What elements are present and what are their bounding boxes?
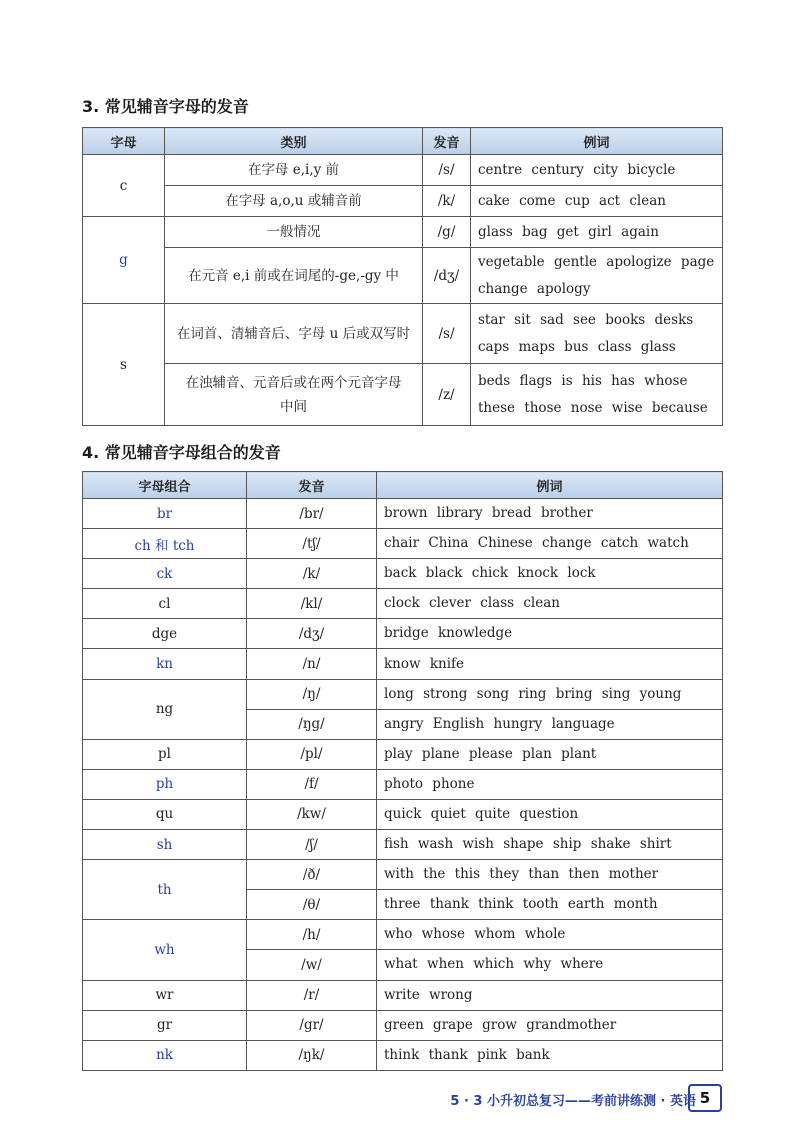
table-row	[83, 529, 723, 559]
examples-cell: vegetable gentle apologize page change apology	[471, 248, 723, 304]
sound-cell: /ʃ/	[247, 830, 377, 860]
examples-cell: write wrong	[377, 980, 723, 1010]
table-row	[83, 619, 723, 649]
examples-cell: what when which why where	[377, 950, 723, 980]
table-row	[83, 679, 723, 709]
combination-cell: ch 和 tch	[83, 529, 247, 559]
sound-cell: /tʃ/	[247, 529, 377, 559]
sound-cell: /pl/	[247, 739, 377, 769]
combination-cell: dge	[83, 619, 247, 649]
sound-cell: /f/	[247, 769, 377, 799]
examples-cell: star sit sad see books desks caps maps bus class glass	[471, 304, 723, 364]
table-row	[83, 739, 723, 769]
header-combination: 字母组合	[83, 472, 247, 499]
examples-cell: angry English hungry language	[377, 709, 723, 739]
consonant-combinations-table	[82, 471, 723, 1071]
combination-cell: wh	[83, 920, 247, 980]
sound-cell: /ŋg/	[247, 709, 377, 739]
table-row	[83, 217, 723, 248]
header-examples: 例词	[471, 128, 723, 155]
section-3-title: 3. 常见辅音字母的发音	[82, 97, 249, 116]
combination-cell: kn	[83, 649, 247, 679]
sound-cell: /k/	[247, 559, 377, 589]
table-row	[83, 499, 723, 529]
examples-cell: with the this they than then mother	[377, 860, 723, 890]
combination-cell: cl	[83, 589, 247, 619]
header-sound: 发音	[247, 472, 377, 499]
table-row	[83, 155, 723, 186]
sound-cell: /dʒ/	[423, 248, 471, 304]
table-header-row	[83, 472, 723, 499]
table-row	[83, 589, 723, 619]
header-letter: 字母	[83, 128, 165, 155]
examples-cell: centre century city bicycle	[471, 155, 723, 186]
table-row	[83, 248, 723, 304]
combination-cell: gr	[83, 1010, 247, 1040]
table-row	[83, 980, 723, 1010]
sound-cell: /ŋk/	[247, 1040, 377, 1070]
combination-cell: sh	[83, 830, 247, 860]
category-cell: 在浊辅音、元音后或在两个元音字母中间	[165, 364, 423, 426]
combination-cell: qu	[83, 799, 247, 829]
letter-cell: g	[83, 217, 165, 304]
examples-cell: fish wash wish shape ship shake shirt	[377, 830, 723, 860]
sound-cell: /br/	[247, 499, 377, 529]
examples-cell: who whose whom whole	[377, 920, 723, 950]
category-cell: 一般情况	[165, 217, 423, 248]
examples-cell: three thank think tooth earth month	[377, 890, 723, 920]
header-category: 类别	[165, 128, 423, 155]
category-cell: 在字母 e,i,y 前	[165, 155, 423, 186]
page-number: 5	[688, 1084, 722, 1112]
sound-cell: /ð/	[247, 860, 377, 890]
table-row	[83, 920, 723, 950]
header-examples: 例词	[377, 472, 723, 499]
table-row	[83, 364, 723, 426]
table-row	[83, 830, 723, 860]
combinations-body	[83, 499, 723, 1071]
sound-cell: /s/	[423, 304, 471, 364]
table-row	[83, 559, 723, 589]
combination-cell: br	[83, 499, 247, 529]
examples-cell: brown library bread brother	[377, 499, 723, 529]
table-row	[83, 769, 723, 799]
combination-cell: ck	[83, 559, 247, 589]
table-row	[83, 304, 723, 364]
sound-cell: /gr/	[247, 1010, 377, 1040]
sound-cell: /dʒ/	[247, 619, 377, 649]
letter-cell: c	[83, 155, 165, 217]
combination-cell: th	[83, 860, 247, 920]
sound-cell: /w/	[247, 950, 377, 980]
table-row	[83, 1040, 723, 1070]
examples-cell: long strong song ring bring sing young	[377, 679, 723, 709]
sound-cell: /r/	[247, 980, 377, 1010]
sound-cell: /z/	[423, 364, 471, 426]
examples-cell: clock clever class clean	[377, 589, 723, 619]
examples-cell: play plane please plan plant	[377, 739, 723, 769]
table-row	[83, 860, 723, 890]
table-row	[83, 1010, 723, 1040]
sound-cell: /kl/	[247, 589, 377, 619]
category-cell: 在字母 a,o,u 或辅音前	[165, 186, 423, 217]
table-row	[83, 799, 723, 829]
sound-cell: /g/	[423, 217, 471, 248]
combination-cell: pl	[83, 739, 247, 769]
examples-cell: bridge knowledge	[377, 619, 723, 649]
table-row	[83, 649, 723, 679]
combination-cell: ph	[83, 769, 247, 799]
category-cell: 在元音 e,i 前或在词尾的-ge,-gy 中	[165, 248, 423, 304]
sound-cell: /θ/	[247, 890, 377, 920]
examples-cell: back black chick knock lock	[377, 559, 723, 589]
examples-cell: beds flags is his has whose these those nose wise because	[471, 364, 723, 426]
sound-cell: /ŋ/	[247, 679, 377, 709]
footer-book-title: 5 · 3 小升初总复习——考前讲练测 · 英语	[450, 1094, 696, 1109]
category-cell: 在词首、清辅音后、字母 u 后或双写时	[165, 304, 423, 364]
table-row	[83, 186, 723, 217]
sound-cell: /kw/	[247, 799, 377, 829]
sound-cell: /h/	[247, 920, 377, 950]
table-header-row	[83, 128, 723, 155]
header-sound: 发音	[423, 128, 471, 155]
letter-cell: s	[83, 304, 165, 426]
examples-cell: cake come cup act clean	[471, 186, 723, 217]
sound-cell: /s/	[423, 155, 471, 186]
examples-cell: quick quiet quite question	[377, 799, 723, 829]
examples-cell: know knife	[377, 649, 723, 679]
combination-cell: ng	[83, 679, 247, 739]
consonant-letters-table	[82, 127, 723, 426]
examples-cell: photo phone	[377, 769, 723, 799]
combination-cell: wr	[83, 980, 247, 1010]
combination-cell: nk	[83, 1040, 247, 1070]
sound-cell: /k/	[423, 186, 471, 217]
examples-cell: green grape grow grandmother	[377, 1010, 723, 1040]
examples-cell: glass bag get girl again	[471, 217, 723, 248]
examples-cell: think thank pink bank	[377, 1040, 723, 1070]
sound-cell: /n/	[247, 649, 377, 679]
examples-cell: chair China Chinese change catch watch	[377, 529, 723, 559]
section-4-title: 4. 常见辅音字母组合的发音	[82, 443, 281, 462]
